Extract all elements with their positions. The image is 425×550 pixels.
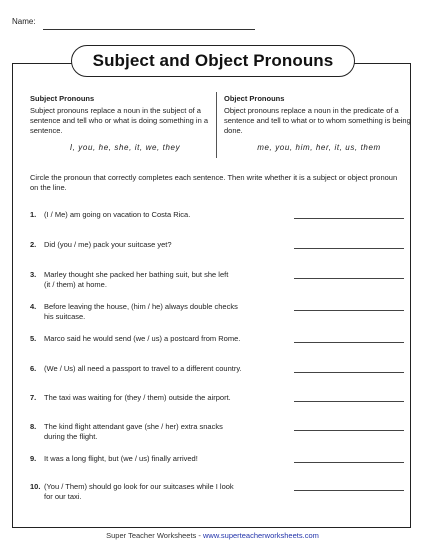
answer-line-8[interactable] xyxy=(294,430,404,431)
subject-heading: Subject Pronouns xyxy=(30,94,95,103)
instructions: Circle the pronoun that correctly completes each sentence. Then write whether it is a subject or object pronoun on the line. xyxy=(30,173,398,192)
title-banner xyxy=(71,45,355,77)
question-number: 9. xyxy=(30,454,37,463)
object-pronoun-list: me, you, him, her, it, us, them xyxy=(257,143,381,152)
answer-line-5[interactable] xyxy=(294,342,404,343)
answer-line-9[interactable] xyxy=(294,462,404,463)
page-title: Subject and Object Pronouns xyxy=(92,51,334,70)
question-number: 2. xyxy=(30,240,37,249)
question-number: 4. xyxy=(30,302,37,311)
question-text: Did (you / me) pack your suitcase yet? xyxy=(44,240,172,249)
answer-line-1[interactable] xyxy=(294,218,404,219)
question-text-continued: for our taxi. xyxy=(44,492,82,501)
object-body: Object pronouns replace a noun in the predicate of a sentence and tell to what or to whom something is being done. xyxy=(224,106,411,135)
question-number: 1. xyxy=(30,210,37,219)
question-text: The kind flight attendant gave (she / her) extra snacks xyxy=(44,422,223,431)
question-text: The taxi was waiting for (they / them) outside the airport. xyxy=(44,393,231,402)
question-number: 10. xyxy=(30,482,41,491)
answer-line-3[interactable] xyxy=(294,278,404,279)
question-number: 8. xyxy=(30,422,37,431)
question-6 xyxy=(30,364,292,374)
name-label: Name: xyxy=(12,17,36,26)
answer-line-7[interactable] xyxy=(294,401,404,402)
subject-pronoun-list: I, you, he, she, it, we, they xyxy=(69,143,181,152)
question-text: Marley thought she packed her bathing suit, but she left xyxy=(44,270,229,279)
footer xyxy=(0,531,425,540)
answer-line-2[interactable] xyxy=(294,248,404,249)
question-1 xyxy=(30,210,292,220)
question-number: 5. xyxy=(30,334,37,343)
footer-brand: Super Teacher Worksheets - xyxy=(106,531,203,540)
question-number: 6. xyxy=(30,364,37,373)
footer-link[interactable]: www.superteacherworksheets.com xyxy=(202,531,319,540)
answer-line-10[interactable] xyxy=(294,490,404,491)
question-text: Before leaving the house, (him / he) always double checks xyxy=(44,302,238,311)
question-8 xyxy=(30,422,292,442)
question-number: 3. xyxy=(30,270,37,279)
question-5 xyxy=(30,334,292,344)
question-3 xyxy=(30,270,292,290)
question-number: 7. xyxy=(30,393,37,402)
answer-line-4[interactable] xyxy=(294,310,404,311)
answer-line-6[interactable] xyxy=(294,372,404,373)
question-2 xyxy=(30,240,292,250)
question-9 xyxy=(30,454,292,464)
column-divider xyxy=(216,92,217,158)
question-7 xyxy=(30,393,292,403)
subject-body: Subject pronouns replace a noun in the subject of a sentence and tell who or what is doing something in a sentence. xyxy=(30,106,209,135)
question-text: Marco said he would send (we / us) a postcard from Rome. xyxy=(44,334,241,343)
question-10 xyxy=(30,482,292,502)
object-heading: Object Pronouns xyxy=(224,94,285,103)
question-text: (You / Them) should go look for our suitcases while I look xyxy=(44,482,234,491)
question-text-continued: (it / them) at home. xyxy=(44,280,107,289)
question-text-continued: during the flight. xyxy=(44,432,98,441)
name-line[interactable] xyxy=(43,29,255,30)
question-text: (I / Me) am going on vacation to Costa Rica. xyxy=(44,210,191,219)
object-pronouns-section xyxy=(224,94,414,153)
question-text-continued: his suitcase. xyxy=(44,312,86,321)
question-text: It was a long flight, but (we / us) finally arrived! xyxy=(44,454,198,463)
subject-pronouns-section xyxy=(30,94,220,153)
question-text: (We / Us) all need a passport to travel to a different country. xyxy=(44,364,242,373)
question-4 xyxy=(30,302,292,322)
